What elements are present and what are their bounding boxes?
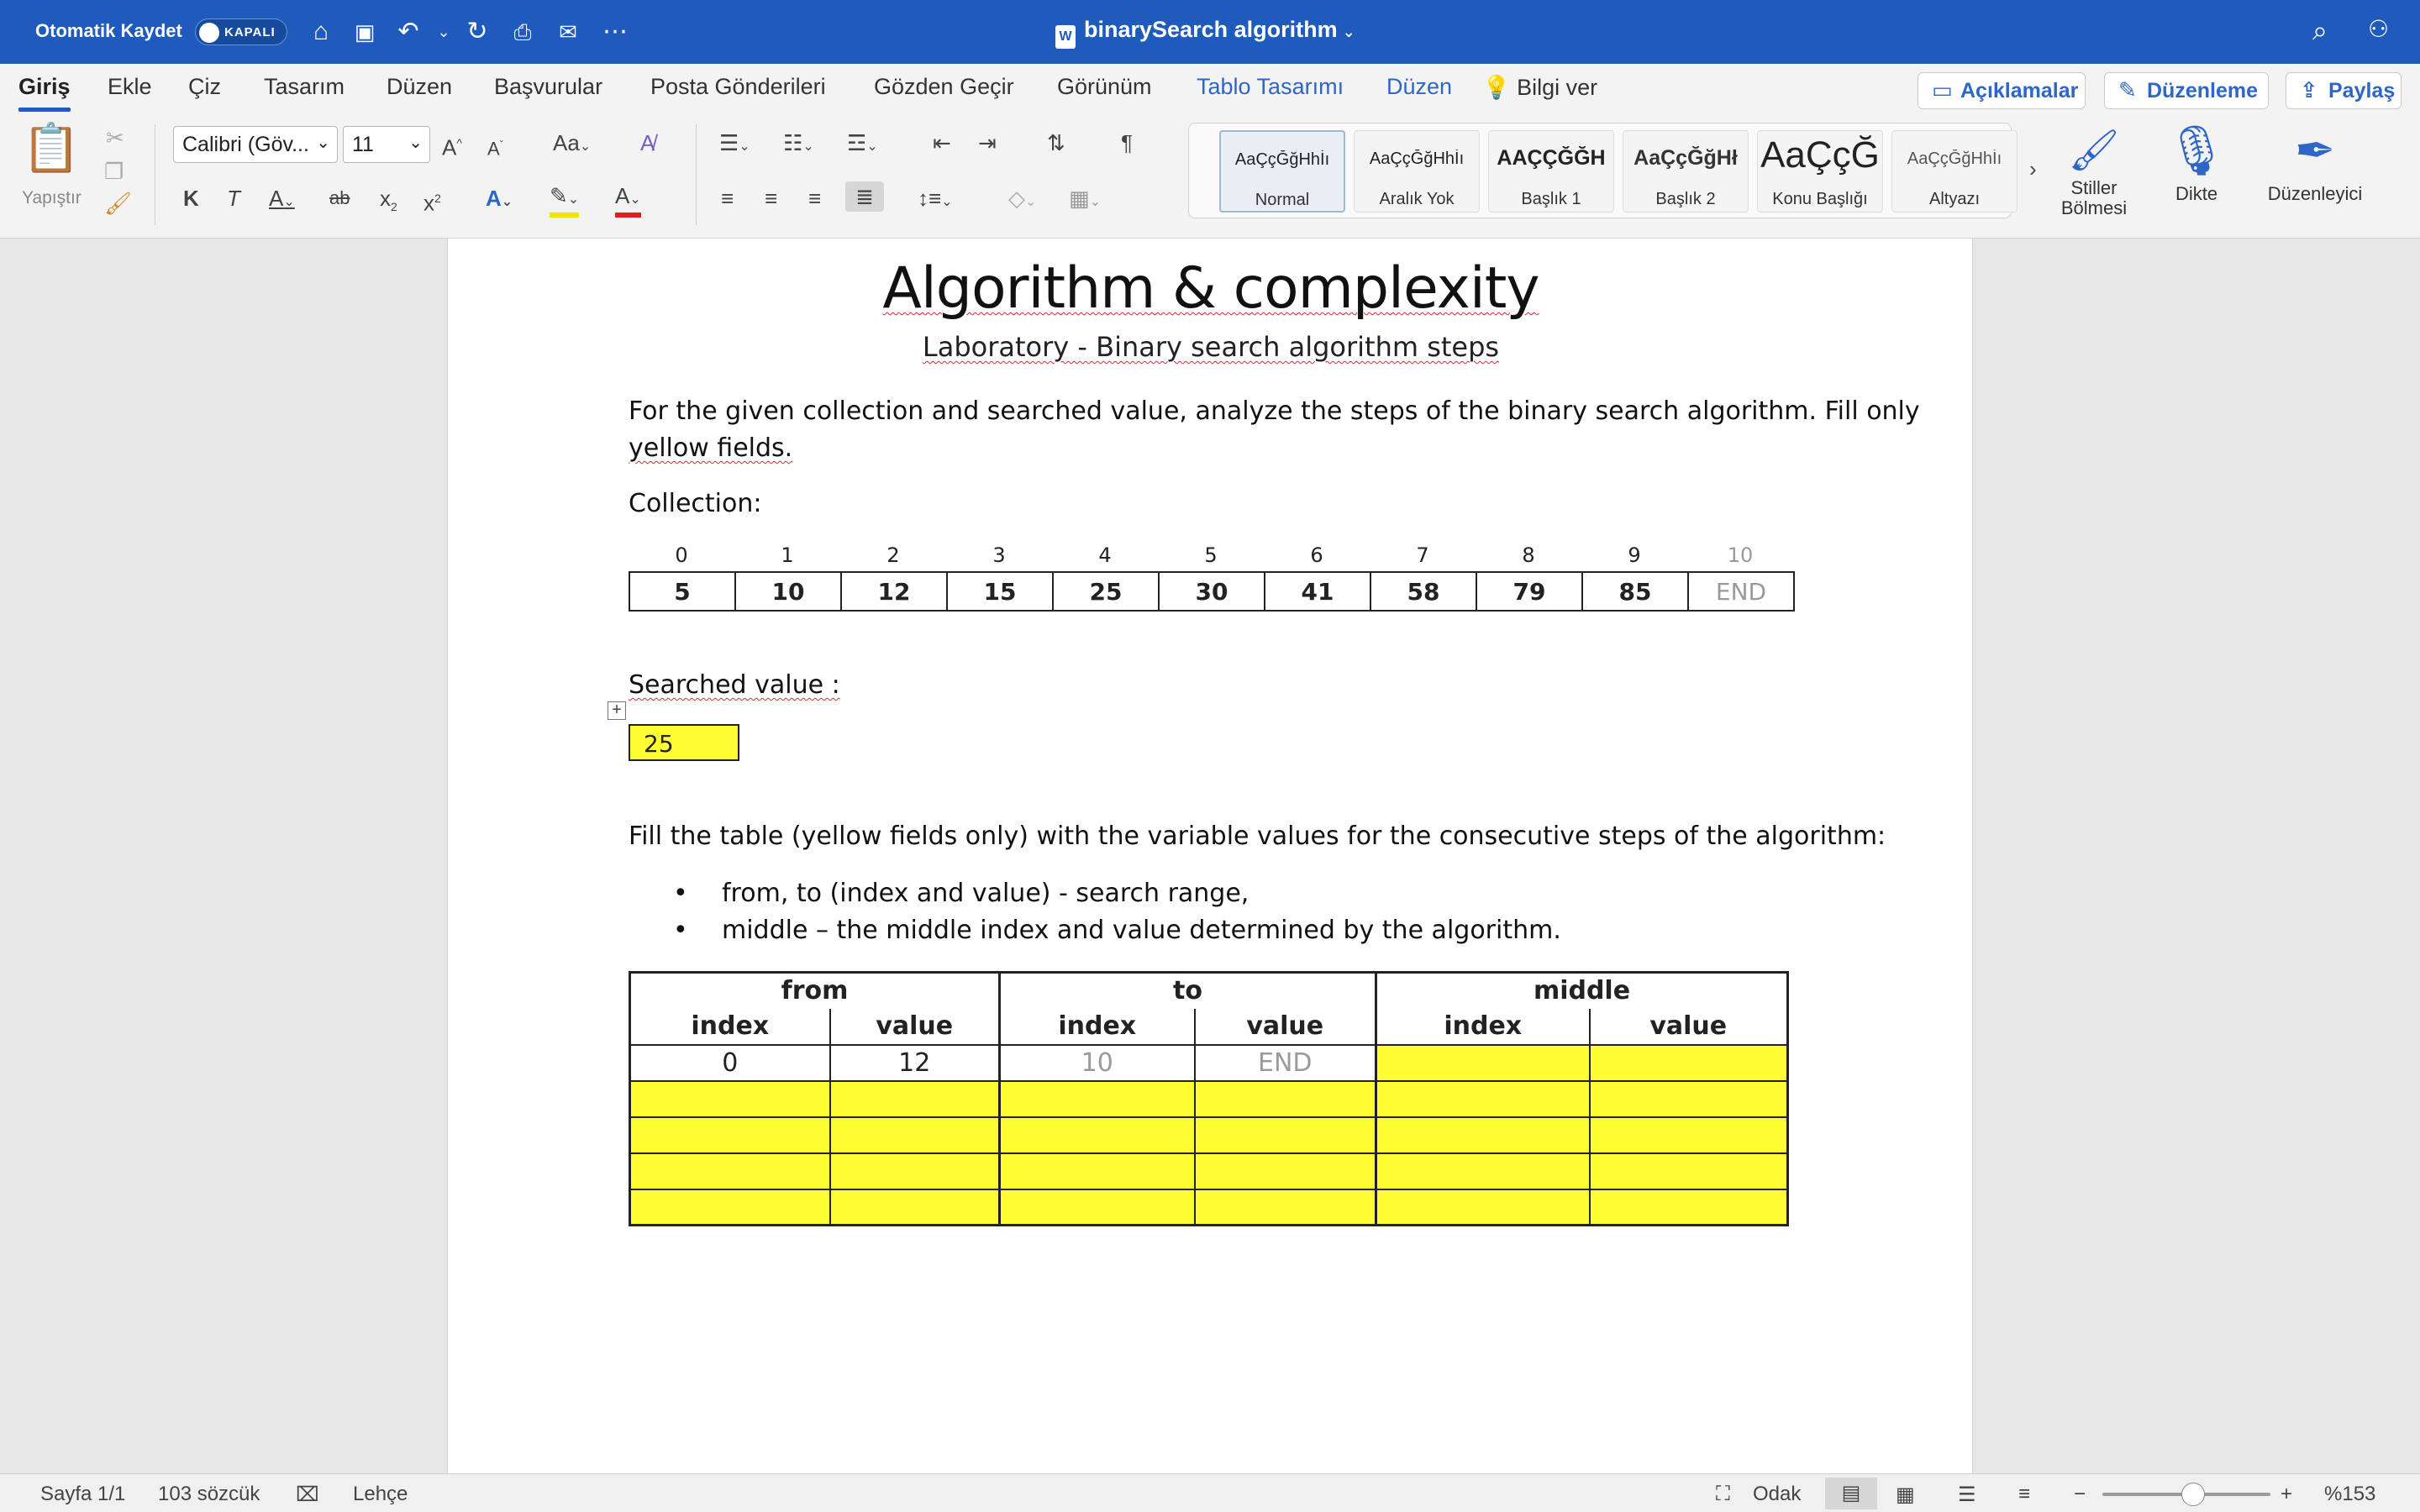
bullet-item[interactable]: from, to (index and value) - search range,: [722, 879, 1249, 908]
font-name-box[interactable]: Calibri (Göv... ⌄: [173, 126, 338, 163]
undo-dropdown-icon[interactable]: ⌄: [437, 24, 450, 40]
increase-indent-icon[interactable]: ⇥: [978, 130, 997, 155]
table-row: [630, 1153, 1788, 1189]
style-no-spacing[interactable]: AaÇçĞğHhİı Aralık Yok: [1354, 130, 1480, 213]
grow-font-icon[interactable]: A^: [442, 134, 462, 160]
style-normal[interactable]: AaÇçĞğHhİı Normal: [1219, 130, 1345, 213]
styles-gallery: [1188, 123, 2037, 218]
intro-paragraph-line1[interactable]: For the given collection and searched value, analyze the steps of the binary search algorithm. Fill only: [629, 396, 1920, 426]
subheader-value: value: [1590, 1009, 1788, 1045]
document-title[interactable]: W binarySearch algorithm ⌄: [1055, 17, 1355, 49]
from-index-cell[interactable]: [630, 1081, 830, 1117]
tab-references[interactable]: Başvurular: [494, 74, 603, 99]
print-icon[interactable]: ⎙: [513, 19, 532, 45]
style-heading-1[interactable]: AAÇÇĞĞH Başlık 1: [1488, 130, 1614, 213]
subheader-index: index: [1376, 1009, 1590, 1045]
share-icon: ⇪: [2300, 77, 2318, 102]
save-icon[interactable]: ▣: [354, 19, 376, 45]
from-index-cell[interactable]: [630, 1117, 830, 1153]
middle-value-cell[interactable]: [1590, 1189, 1788, 1226]
from-value-cell[interactable]: 12: [830, 1045, 1000, 1081]
to-value-cell[interactable]: END: [1195, 1045, 1376, 1081]
table-row: [630, 1045, 1788, 1081]
from-index-cell[interactable]: [630, 1153, 830, 1189]
font-size-box[interactable]: 11 ⌄: [343, 126, 430, 163]
borders-icon[interactable]: ▦⌄: [1069, 186, 1101, 211]
toggle-knob: [199, 23, 219, 43]
word-count[interactable]: 103 sözcük: [158, 1483, 260, 1505]
title-bar: [0, 0, 2420, 64]
styles-pane-icon: 🖌: [2068, 129, 2120, 173]
format-painter-icon[interactable]: 🖌: [104, 191, 133, 216]
middle-value-cell[interactable]: [1590, 1081, 1788, 1117]
share-button[interactable]: ⇪ Paylaş: [2286, 72, 2402, 109]
tell-me[interactable]: 💡 Bilgi ver: [1482, 75, 1598, 100]
subheader-value: value: [1195, 1009, 1376, 1045]
collection-index: 0: [675, 543, 688, 567]
collection-cell[interactable]: END: [1688, 572, 1794, 611]
from-value-cell[interactable]: [830, 1117, 1000, 1153]
highlight-icon[interactable]: ✎⌄: [550, 183, 579, 218]
tab-view[interactable]: Görünüm: [1057, 74, 1152, 99]
collection-index: 7: [1416, 543, 1429, 567]
bold-icon[interactable]: K: [183, 186, 199, 211]
clear-format-icon[interactable]: A̸: [640, 130, 655, 155]
collection-cell[interactable]: 15: [947, 572, 1053, 611]
from-value-cell[interactable]: [830, 1189, 1000, 1226]
searched-value-cell[interactable]: 25: [629, 724, 739, 761]
styles-pane-button[interactable]: 🖌 Stiller Bölmesi: [2052, 119, 2136, 218]
dictate-button[interactable]: 🎙 Dikte: [2163, 119, 2230, 205]
to-value-cell[interactable]: [1195, 1153, 1376, 1189]
justify-icon[interactable]: ≣: [845, 181, 884, 212]
to-value-cell[interactable]: [1195, 1189, 1376, 1226]
collection-cell[interactable]: 30: [1159, 572, 1265, 611]
from-index-cell[interactable]: 0: [630, 1045, 830, 1081]
shrink-font-icon[interactable]: $A^ˇ$: [487, 138, 503, 160]
collection-index: 1: [781, 543, 794, 567]
collection-index: 4: [1098, 543, 1112, 567]
print-layout-icon[interactable]: ▤: [1825, 1478, 1877, 1509]
style-heading-2[interactable]: AaÇçĞğHł Başlık 2: [1623, 130, 1749, 213]
mail-icon[interactable]: ✉: [559, 19, 577, 45]
focus-label[interactable]: Odak: [1753, 1483, 1802, 1505]
multilevel-list-icon[interactable]: ☲⌄: [847, 130, 878, 155]
bullets-icon[interactable]: ☰⌄: [719, 130, 750, 155]
header-middle: middle: [1376, 973, 1788, 1009]
intro-paragraph-line2[interactable]: yellow fields.: [629, 433, 793, 463]
ribbon: [0, 114, 2420, 239]
proofing-icon[interactable]: ⌧: [296, 1483, 319, 1506]
header-from: from: [630, 973, 1000, 1009]
comments-button[interactable]: ▭ Açıklamalar: [1918, 72, 2086, 109]
change-case-icon[interactable]: Aa⌄: [553, 130, 592, 155]
collection-index: 8: [1522, 543, 1535, 567]
tab-table-design[interactable]: Tablo Tasarımı: [1197, 74, 1344, 99]
italic-icon[interactable]: T: [227, 186, 240, 211]
to-index-cell[interactable]: [1000, 1153, 1195, 1189]
middle-value-cell[interactable]: [1590, 1153, 1788, 1189]
shading-icon[interactable]: ◇⌄: [1008, 186, 1037, 211]
outline-view-icon[interactable]: ☰: [1958, 1483, 1976, 1506]
collection-cell[interactable]: 58: [1370, 572, 1476, 611]
collection-index: 2: [886, 543, 900, 567]
middle-value-cell[interactable]: [1590, 1117, 1788, 1153]
subheader-index: index: [1000, 1009, 1195, 1045]
tab-mailings[interactable]: Posta Gönderileri: [650, 74, 826, 99]
editor-button[interactable]: ✒ Düzenleyici: [2260, 119, 2370, 205]
tab-table-layout[interactable]: Düzen: [1386, 74, 1453, 99]
subheader-value: value: [830, 1009, 1000, 1045]
language[interactable]: Lehçe: [353, 1483, 408, 1505]
redo-icon[interactable]: ↻: [466, 18, 488, 45]
subscript-icon[interactable]: $x_2$: [380, 186, 397, 214]
web-layout-icon[interactable]: ▦: [1896, 1483, 1915, 1506]
sort-icon[interactable]: ⇅: [1047, 130, 1065, 155]
table-move-handle-icon[interactable]: +: [608, 701, 626, 720]
superscript-icon[interactable]: $x^2$: [424, 190, 441, 216]
align-left-icon[interactable]: ≡: [721, 186, 734, 211]
decrease-indent-icon[interactable]: ⇤: [933, 130, 951, 155]
collection-cell[interactable]: 85: [1582, 572, 1688, 611]
tab-design[interactable]: Tasarım: [264, 74, 345, 99]
collection-cell[interactable]: 5: [629, 572, 735, 611]
ribbon-tabs: [0, 64, 2420, 114]
document-page[interactable]: [447, 239, 1973, 1473]
cut-icon[interactable]: ✂: [106, 125, 124, 150]
numbering-icon[interactable]: ☷⌄: [783, 130, 814, 155]
chevron-down-icon: ⌄: [316, 134, 330, 152]
share-people-icon[interactable]: ⚇: [2368, 16, 2390, 42]
paste-icon[interactable]: 📋: [22, 121, 81, 174]
pencil-icon: ✎: [2118, 77, 2137, 102]
middle-index-cell[interactable]: [1376, 1153, 1590, 1189]
collection-index-row: [629, 541, 1793, 570]
subheader-index: index: [630, 1009, 830, 1045]
status-bar: [0, 1473, 2420, 1512]
collection-index: 9: [1628, 543, 1641, 567]
tab-draw[interactable]: Çiz: [188, 74, 221, 99]
align-right-icon[interactable]: ≡: [808, 186, 822, 211]
autosave-toggle[interactable]: [195, 18, 287, 45]
bullet-item[interactable]: middle – the middle index and value determined by the algorithm.: [722, 916, 1561, 945]
from-value-cell[interactable]: [830, 1153, 1000, 1189]
home-icon[interactable]: ⌂: [313, 18, 329, 45]
middle-index-cell[interactable]: [1376, 1045, 1590, 1081]
middle-index-cell[interactable]: [1376, 1117, 1590, 1153]
tab-review[interactable]: Gözden Geçir: [874, 74, 1014, 99]
collection-index: 3: [992, 543, 1006, 567]
collection-index: 10: [1727, 543, 1754, 567]
zoom-slider-knob[interactable]: [2181, 1483, 2205, 1506]
bullet-dot: •: [673, 879, 688, 908]
chevron-right-icon[interactable]: ›: [2029, 156, 2037, 181]
table-row: [630, 1081, 1788, 1117]
strikethrough-icon[interactable]: ab: [329, 187, 350, 208]
zoom-in-icon[interactable]: +: [2281, 1483, 2293, 1505]
bullet-dot: •: [673, 916, 688, 945]
collection-cell[interactable]: 10: [735, 572, 841, 611]
page-count[interactable]: Sayfa 1/1: [40, 1483, 126, 1505]
from-value-cell[interactable]: [830, 1081, 1000, 1117]
middle-index-cell[interactable]: [1376, 1081, 1590, 1117]
zoom-level[interactable]: %153: [2324, 1483, 2376, 1505]
more-icon[interactable]: ⋯: [602, 18, 628, 45]
zoom-out-icon[interactable]: −: [2074, 1483, 2086, 1505]
collection-table[interactable]: [629, 571, 1795, 612]
table-row: [630, 1117, 1788, 1153]
underline-icon[interactable]: A⌄: [269, 186, 295, 211]
to-index-cell[interactable]: 10: [1000, 1045, 1195, 1081]
to-index-cell[interactable]: [1000, 1189, 1195, 1226]
editor-pen-icon: ✒: [2294, 123, 2336, 178]
collection-cell[interactable]: 79: [1476, 572, 1582, 611]
line-spacing-icon[interactable]: ↕≡⌄: [918, 186, 953, 211]
header-to: to: [1000, 973, 1376, 1009]
font-color-icon[interactable]: A⌄: [615, 183, 641, 218]
style-title[interactable]: AaÇçĞ Konu Başlığı: [1757, 130, 1883, 213]
autosave-label: Otomatik Kaydet: [35, 20, 182, 41]
collection-cell[interactable]: 41: [1265, 572, 1370, 611]
steps-table[interactable]: [629, 971, 1789, 1226]
collection-index: 6: [1310, 543, 1323, 567]
to-value-cell[interactable]: [1195, 1081, 1376, 1117]
middle-index-cell[interactable]: [1376, 1189, 1590, 1226]
word-doc-icon: W: [1055, 25, 1076, 49]
to-index-cell[interactable]: [1000, 1081, 1195, 1117]
to-value-cell[interactable]: [1195, 1117, 1376, 1153]
align-center-icon[interactable]: ≡: [765, 186, 778, 211]
text-effects-icon[interactable]: A⌄: [486, 186, 513, 211]
focus-icon[interactable]: ⛶: [1716, 1483, 1730, 1505]
style-subtitle[interactable]: AaÇçĞğHhİı Altyazı: [1891, 130, 2018, 213]
table-row: [630, 1189, 1788, 1226]
tab-insert[interactable]: Ekle: [108, 74, 152, 99]
autosave-state: KAPALI: [224, 25, 276, 39]
fill-instruction[interactable]: Fill the table (yellow fields only) with the variable values for the consecutive steps of the algorithm:: [629, 822, 1886, 851]
page-subtitle[interactable]: Laboratory - Binary search algorithm steps: [922, 331, 1500, 363]
collection-label[interactable]: Collection:: [629, 489, 762, 518]
editing-button[interactable]: ✎ Düzenleme: [2104, 72, 2269, 109]
tab-home[interactable]: Giriş: [18, 74, 71, 100]
microphone-icon: 🎙: [2165, 123, 2228, 178]
collection-cell[interactable]: 25: [1053, 572, 1159, 611]
searched-value-label[interactable]: Searched value :: [629, 670, 840, 700]
copy-icon[interactable]: ❐: [104, 159, 124, 184]
lightbulb-icon: 💡: [1482, 75, 1511, 100]
chevron-down-icon: ⌄: [408, 134, 423, 152]
middle-value-cell[interactable]: [1590, 1045, 1788, 1081]
divider: [696, 124, 697, 225]
to-index-cell[interactable]: [1000, 1117, 1195, 1153]
tab-layout[interactable]: Düzen: [387, 74, 453, 99]
page-title[interactable]: Algorithm & complexity: [882, 255, 1539, 322]
from-index-cell[interactable]: [630, 1189, 830, 1226]
search-icon[interactable]: ⌕: [2312, 15, 2328, 45]
collection-index: 5: [1204, 543, 1218, 567]
collection-cell[interactable]: 12: [841, 572, 947, 611]
comment-icon: ▭: [1932, 77, 1953, 102]
undo-icon[interactable]: ↶: [397, 18, 419, 45]
show-formatting-icon[interactable]: ¶: [1121, 130, 1133, 155]
paste-label[interactable]: Yapıştır: [22, 188, 82, 207]
draft-view-icon[interactable]: ≡: [2018, 1483, 2031, 1505]
